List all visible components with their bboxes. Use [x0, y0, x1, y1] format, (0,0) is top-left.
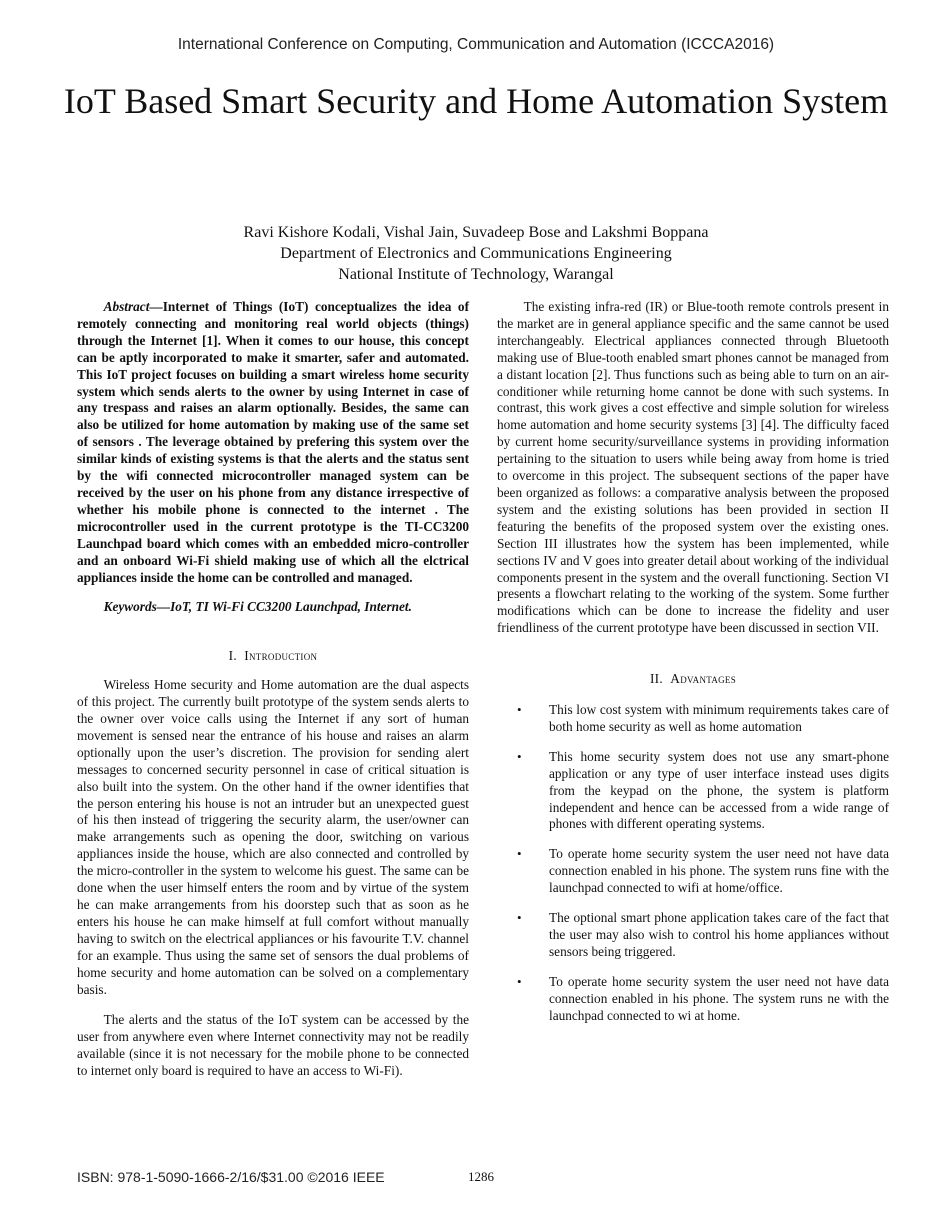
list-item-text: This low cost system with minimum requirements takes care of both home security as well as home automation — [549, 702, 889, 734]
advantages-list — [497, 702, 889, 1025]
abstract-text: —Internet of Things (IoT) conceptualizes the idea of remotely connecting and monitoring real world objects (things) through the Internet [1]. When it comes to our house, this concept can be aptly incorporated to make it smarter, safer and automated. This IoT project focuses on building a smart wireless home security system which sends alerts to the owner by using Internet in case of any trespass and raises an alarm optionally. Besides, the same can also be utilized for home automation by making use of the same set of sensors . The leverage obtained by prefering this system over the similar kinds of existing systems is that the alerts and the status sent by the wifi connected microcontroller managed system can be received by the user on his phone from any distance irrespective of whether his mobile phone is connected to the internet . The microcontroller used in the current prototype is the TI-CC3200 Launchpad board which comes with an embedded micro-controller and an onboard Wi-Fi shield making use of which all the elctrical appliances inside the home can be controlled and managed. — [77, 299, 469, 585]
abstract-lead: Abstract — [103, 299, 150, 314]
keywords: Keywords—IoT, TI Wi-Fi CC3200 Launchpad, Internet. — [103, 599, 412, 615]
list-item — [497, 846, 889, 897]
abstract — [77, 299, 469, 586]
list-item — [497, 702, 889, 736]
intro-paragraph-3: The existing infra-red (IR) or Blue-tooth remote controls present in the market are in general appliance specific and the same cannot be used interchangeably. Electrical appliances connected through Bluetooth making use of Blue-tooth enabled smart phones cannot be managed from a distant location [2]. Thus functions such as being able to turn on an air-conditioner while returning home cannot be done with such systems. In contrast, this work gives a cost effective and simple solution for wireless home automation and home security systems [3] [4]. The difficulty faced by current home security/surveillance systems in providing information pertaining to the situation to users while being away from home is tried to overcome in this project. The subsequent sections of the paper have been organized as follows: a comparative analysis between the proposed system and the existing solutions has been provided in section II featuring the benefits of the proposed system over the existing ones. Section III illustrates how the system has been implemented, while sections IV and V goes into greater detail about working of the individual components present in the system and the overall functioning. Section VI presents a flowchart relating to the working of the system. Some further modifications which can be done to increase the fidelity and user friendliness of the current prototype have been discussed in section VII. — [497, 299, 889, 636]
bullet-icon: • — [517, 748, 522, 764]
footer-isbn: ISBN: 978-1-5090-1666-2/16/$31.00 ©2016 IEEE — [77, 1169, 385, 1185]
list-item-text: This home security system does not use any smart-phone application or any type of user interface instead uses digits from the keypad on the phone, the system is platform independent and hence can be accessed from a wide range of phones with different operating systems. — [549, 748, 889, 832]
section-numeral: I. — [228, 648, 238, 664]
left-column — [77, 299, 469, 1080]
section-title: Introduction — [244, 648, 318, 664]
author-institution: National Institute of Technology, Warangal — [338, 266, 614, 283]
list-item-text: To operate home security system the user need not have data connection enabled in his phone. The system runs fine with the launchpad connected to wifi at home/office. — [549, 846, 889, 896]
bullet-icon: • — [517, 910, 522, 926]
bullet-icon: • — [517, 973, 522, 989]
bullet-icon: • — [517, 702, 522, 718]
bullet-icon: • — [517, 846, 522, 862]
list-item — [497, 749, 889, 834]
page-number: 1286 — [468, 1169, 494, 1184]
intro-paragraph-1: Wireless Home security and Home automation are the dual aspects of this project. The currently built prototype of the system sends alerts to the owner over voice calls using the Internet if any sort of human movement is sensed near the entrance of his house and raises an alarm optionally upon the user’s discretion. The provision for sending alert messages to concerned security personnel in case of critical situation is also built into the system. On the other hand if the owner identifies that the person entering his house is not an intruder but an unexpected guest of his then instead of triggering the security alarm, the user/owner can make arrangements such as opening the door, switching on various appliances inside the house, which are also connected and controlled by the micro-controller in the system to welcome his guest. The same can be done when the user himself enters the room and by virtue of the system he can make arrangements from his doorstep such that as soon as he enters his house he can make himself at full comfort without manually having to switch on the electrical appliances or his favourite T.V. channel for an example. Thus using the same set of sensors the dual problems of home security and home automation can be solved on a complementary basis. — [77, 677, 469, 997]
section-numeral: II. — [649, 671, 664, 687]
right-column — [497, 299, 889, 1038]
conference-header: International Conference on Computing, Communication and Automation (ICCCA2016) — [177, 36, 775, 53]
section-heading-introduction — [77, 648, 469, 665]
list-item-text: To operate home security system the user need not have data connection enabled in his phone. The system runs ne with the launchpad connected to wi at home. — [549, 973, 889, 1023]
list-item — [497, 910, 889, 961]
author-department: Department of Electronics and Communications Engineering — [280, 245, 672, 262]
intro-paragraph-2: The alerts and the status of the IoT system can be accessed by the user from anywhere even where Internet connectivity may not be readily available (since it is not necessary for the mobile phone to be connected to internet only board is required to have an access to Wi-Fi). — [77, 1012, 469, 1079]
author-block — [0, 222, 952, 285]
section-title: Advantages — [670, 671, 737, 687]
section-heading-advantages — [497, 671, 889, 688]
author-names: Ravi Kishore Kodali, Vishal Jain, Suvadeep Bose and Lakshmi Boppana — [243, 224, 709, 241]
list-item-text: The optional smart phone application takes care of the fact that the user may also wish to control his home appliances without sensors being triggered. — [549, 910, 889, 959]
list-item — [497, 974, 889, 1025]
paper-title: IoT Based Smart Security and Home Automation System — [63, 81, 889, 121]
